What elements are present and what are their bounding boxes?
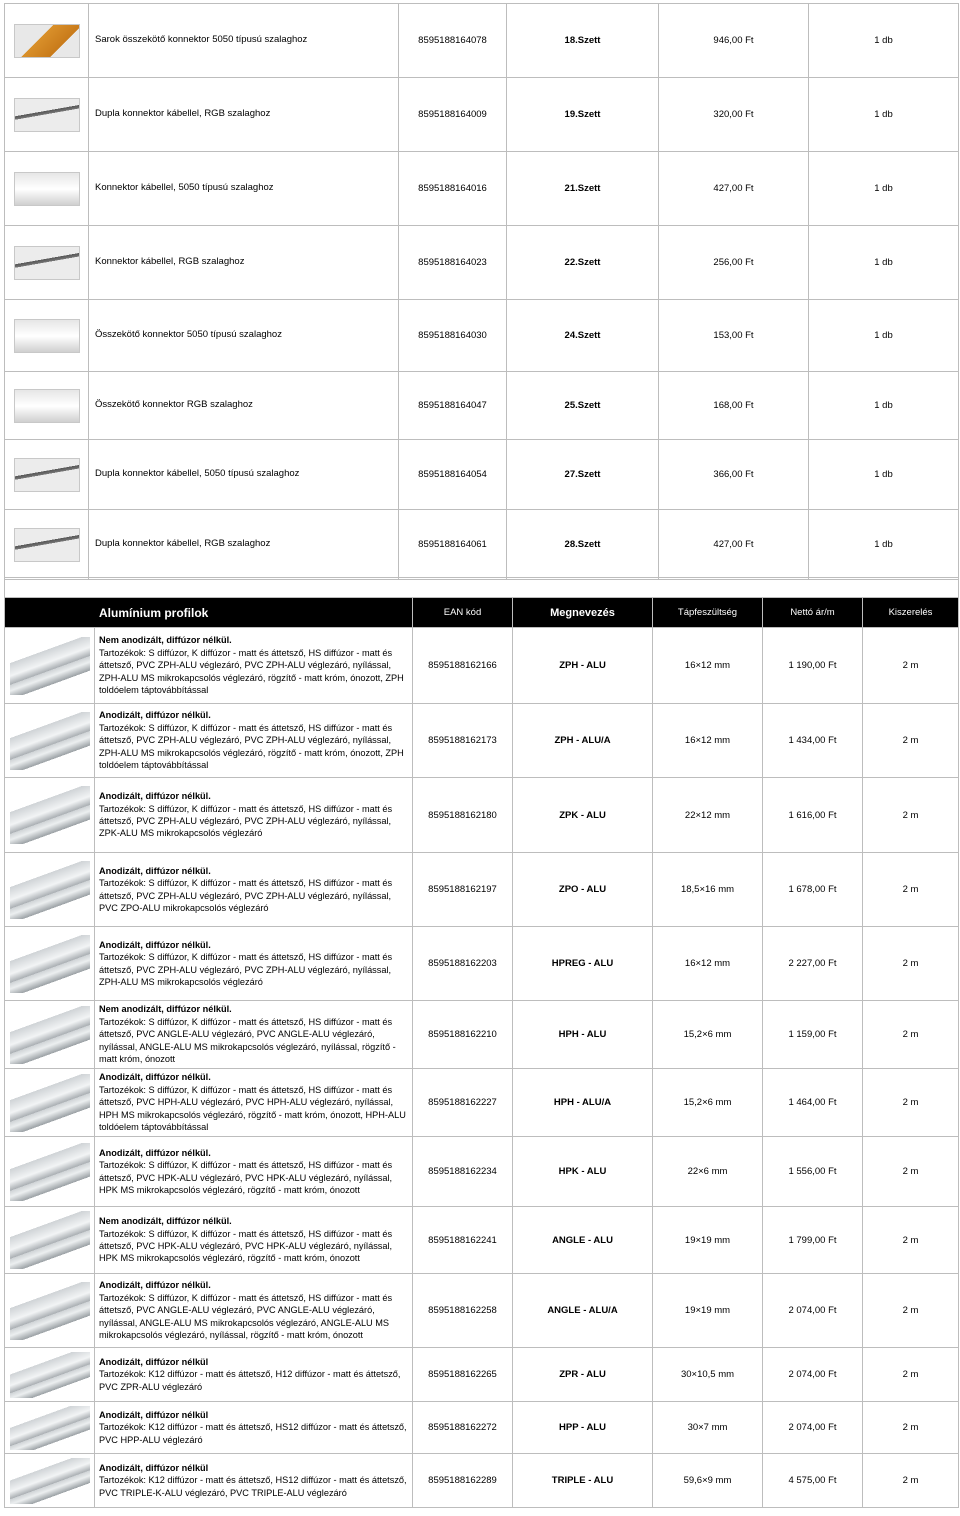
header-unit: Kiszerelés [863, 598, 959, 628]
product-title: Anodizált, diffúzor nélkül [99, 1462, 209, 1473]
price: 2 074,00 Ft [763, 1274, 863, 1348]
unit: 2 m [863, 628, 959, 704]
product-name: Dupla konnektor kábellel, RGB szalaghoz [89, 510, 399, 580]
price: 1 678,00 Ft [763, 853, 863, 927]
product-code: 22.Szett [507, 226, 659, 300]
table-row [5, 1207, 959, 1274]
table-row [5, 78, 959, 152]
product-image [5, 152, 89, 226]
product-title: Anodizált, diffúzor nélkül [99, 1409, 209, 1420]
product-description [95, 778, 413, 853]
product-image [5, 78, 89, 152]
product-description [95, 1348, 413, 1402]
ean-code: 8595188162197 [413, 853, 513, 927]
ean-code: 8595188162241 [413, 1207, 513, 1274]
product-code: HPP - ALU [513, 1402, 653, 1454]
unit: 2 m [863, 1274, 959, 1348]
unit: 2 m [863, 1207, 959, 1274]
product-code: ANGLE - ALU [513, 1207, 653, 1274]
price: 153,00 Ft [659, 300, 809, 372]
product-description [95, 1274, 413, 1348]
ean-code: 8595188162227 [413, 1069, 513, 1137]
dimension: 22×12 mm [653, 778, 763, 853]
unit: 1 db [809, 300, 959, 372]
product-title: Nem anodizált, diffúzor nélkül. [99, 1004, 232, 1015]
unit: 1 db [809, 4, 959, 78]
profile-image [10, 1074, 90, 1132]
product-image [5, 510, 89, 580]
product-name: Dupla konnektor kábellel, RGB szalaghoz [89, 78, 399, 152]
unit: 2 m [863, 927, 959, 1001]
product-code: 21.Szett [507, 152, 659, 226]
profile-image [10, 1458, 90, 1504]
unit: 2 m [863, 778, 959, 853]
table-row [5, 1454, 959, 1508]
table-row [5, 300, 959, 372]
product-code: HPK - ALU [513, 1137, 653, 1207]
unit: 1 db [809, 152, 959, 226]
price: 2 074,00 Ft [763, 1402, 863, 1454]
unit: 2 m [863, 1069, 959, 1137]
product-code: ZPH - ALU [513, 628, 653, 704]
product-code: 25.Szett [507, 372, 659, 440]
product-code: ZPK - ALU [513, 778, 653, 853]
product-name: Összekötő konnektor 5050 típusú szalaghoz [89, 300, 399, 372]
product-image [5, 1001, 95, 1069]
price: 1 464,00 Ft [763, 1069, 863, 1137]
product-accessories: Tartozékok: S diffúzor, K diffúzor - matt és áttetsző, HS diffúzor - matt és áttetsző, PVC ZPH-ALU véglezáró, PVC ZPH-ALU véglezáró, nyílással, ZPH-ALU MS mikrokapcsolós véglezáró, rögzítő - matt króm, ónozott, ZPH toldóelem táptovábbítással [99, 722, 404, 771]
product-code: ZPH - ALU/A [513, 704, 653, 778]
product-name: Konnektor kábellel, 5050 típusú szalaghoz [89, 152, 399, 226]
product-accessories: Tartozékok: S diffúzor, K diffúzor - matt és áttetsző, HS diffúzor - matt és áttetsző, PVC ZPH-ALU véglezáró, PVC ZPH-ALU véglezáró, nyílással, ZPH-ALU MS mikrokapcsolós véglezáró, rögzítő - matt króm, ónozott, ZPH toldóelem táptovábbítással [99, 647, 404, 696]
product-name: Összekötő konnektor RGB szalaghoz [89, 372, 399, 440]
product-title: Anodizált, diffúzor nélkül. [99, 939, 211, 950]
product-image [5, 628, 95, 704]
price: 1 159,00 Ft [763, 1001, 863, 1069]
table-row [5, 628, 959, 704]
table-row [5, 372, 959, 440]
product-image [5, 853, 95, 927]
price: 366,00 Ft [659, 440, 809, 510]
product-image [5, 778, 95, 853]
product-description [95, 704, 413, 778]
price: 2 074,00 Ft [763, 1348, 863, 1402]
product-description [95, 1207, 413, 1274]
unit: 1 db [809, 440, 959, 510]
table-row [5, 1402, 959, 1454]
product-description [95, 1402, 413, 1454]
connector-image [14, 528, 80, 562]
product-description [95, 927, 413, 1001]
product-accessories: Tartozékok: S diffúzor, K diffúzor - matt és áttetsző, HS diffúzor - matt és áttetsző, PVC HPH-ALU véglezáró, PVC HPH-ALU véglezáró, nyílással, HPH MS mikrokapcsolós véglezáró, rögzítő - matt króm, ónozott, HPH-ALU toldóelem táptovábbítással [99, 1084, 406, 1133]
unit: 2 m [863, 704, 959, 778]
price: 1 616,00 Ft [763, 778, 863, 853]
product-name: Dupla konnektor kábellel, 5050 típusú szalaghoz [89, 440, 399, 510]
product-accessories: Tartozékok: K12 diffúzor - matt és áttetsző, H12 diffúzor - matt és áttetsző, PVC ZPR-ALU véglezáró [99, 1369, 401, 1392]
product-accessories: Tartozékok: S diffúzor, K diffúzor - matt és áttetsző, HS diffúzor - matt és áttetsző, PVC ZPH-ALU véglezáró, PVC ZPH-ALU véglezáró, nyílással, ZPH-ALU MS mikrokapcsolós véglezáró [99, 952, 393, 987]
profile-image [10, 1143, 90, 1201]
connector-image [14, 172, 80, 206]
product-code: ZPR - ALU [513, 1348, 653, 1402]
product-description [95, 1137, 413, 1207]
table-row [5, 927, 959, 1001]
table-row [5, 510, 959, 580]
ean-code: 8595188162265 [413, 1348, 513, 1402]
ean-code: 8595188162272 [413, 1402, 513, 1454]
price: 946,00 Ft [659, 4, 809, 78]
product-title: Anodizált, diffúzor nélkül. [99, 1147, 211, 1158]
profile-image [10, 1211, 90, 1269]
unit: 2 m [863, 1001, 959, 1069]
ean-code: 8595188164078 [399, 4, 507, 78]
price: 1 190,00 Ft [763, 628, 863, 704]
price: 427,00 Ft [659, 510, 809, 580]
dimension: 18,5×16 mm [653, 853, 763, 927]
ean-code: 8595188164023 [399, 226, 507, 300]
table-row [5, 152, 959, 226]
ean-code: 8595188164016 [399, 152, 507, 226]
product-image [5, 1402, 95, 1454]
dimension: 30×7 mm [653, 1402, 763, 1454]
table-row [5, 1137, 959, 1207]
ean-code: 8595188162203 [413, 927, 513, 1001]
category-title: Alumínium profilok [5, 598, 413, 628]
product-title: Nem anodizált, diffúzor nélkül. [99, 1216, 232, 1227]
table-row [5, 226, 959, 300]
product-accessories: Tartozékok: S diffúzor, K diffúzor - matt és áttetsző, HS diffúzor - matt és áttetsző, PVC ANGLE-ALU véglezáró, PVC ANGLE-ALU véglezáró, nyílással, ANGLE-ALU MS mikrokapcsolós véglezáró, ANGLE-ALU MS mikrokapcsolós véglezáró, nyílással, rögzítő - matt króm, ónozott [99, 1292, 393, 1341]
table-row [5, 4, 959, 78]
product-code: ZPO - ALU [513, 853, 653, 927]
connector-image [14, 98, 80, 132]
table-row [5, 440, 959, 510]
profile-image [10, 861, 90, 919]
product-image [5, 440, 89, 510]
connector-image [14, 458, 80, 492]
profile-image [10, 712, 90, 770]
profile-image [10, 1406, 90, 1450]
product-image [5, 927, 95, 1001]
dimension: 16×12 mm [653, 927, 763, 1001]
product-code: 24.Szett [507, 300, 659, 372]
unit: 2 m [863, 1454, 959, 1508]
product-image [5, 1348, 95, 1402]
unit: 2 m [863, 1137, 959, 1207]
product-image [5, 1137, 95, 1207]
dimension: 15,2×6 mm [653, 1001, 763, 1069]
product-title: Anodizált, diffúzor nélkül. [99, 1280, 211, 1291]
product-image [5, 1454, 95, 1508]
table-header [5, 598, 959, 628]
unit: 1 db [809, 78, 959, 152]
connector-table [4, 3, 959, 580]
price: 320,00 Ft [659, 78, 809, 152]
product-name: Konnektor kábellel, RGB szalaghoz [89, 226, 399, 300]
profile-image [10, 637, 90, 695]
product-code: 18.Szett [507, 4, 659, 78]
price: 1 799,00 Ft [763, 1207, 863, 1274]
ean-code: 8595188164009 [399, 78, 507, 152]
product-title: Anodizált, diffúzor nélkül. [99, 865, 211, 876]
product-image [5, 372, 89, 440]
product-accessories: Tartozékok: S diffúzor, K diffúzor - matt és áttetsző, HS diffúzor - matt és áttetsző, PVC ZPH-ALU véglezáró, PVC ZPH-ALU véglezáró, nyílással, PVC ZPO-ALU mikrokapcsolós véglezáró [99, 878, 393, 913]
product-accessories: Tartozékok: S diffúzor, K diffúzor - matt és áttetsző, HS diffúzor - matt és áttetsző, PVC HPK-ALU véglezáró, PVC HPK-ALU véglezáró, nyílással, HPK MS mikrokapcsolós véglezáró, rögzítő - matt króm, ónozott [99, 1160, 393, 1195]
connector-image [14, 389, 80, 423]
product-accessories: Tartozékok: K12 diffúzor - matt és áttetsző, HS12 diffúzor - matt és áttetsző, PVC TRIPLE-K-ALU véglezáró, PVC TRIPLE-ALU véglezáró [99, 1475, 407, 1498]
ean-code: 8595188162289 [413, 1454, 513, 1508]
connector-image [14, 319, 80, 353]
product-description [95, 628, 413, 704]
product-description [95, 1454, 413, 1508]
product-title: Anodizált, diffúzor nélkül [99, 1356, 209, 1367]
ean-code: 8595188162234 [413, 1137, 513, 1207]
product-accessories: Tartozékok: S diffúzor, K diffúzor - matt és áttetsző, HS diffúzor - matt és áttetsző, PVC ANGLE-ALU véglezáró, PVC ANGLE-ALU véglezáró, nyílással, ANGLE-ALU MS mikrokapcsolós véglezáró, nyílással, rögzítő - matt króm, ónozott [99, 1016, 396, 1065]
product-image [5, 4, 89, 78]
profile-image [10, 786, 90, 844]
ean-code: 8595188164047 [399, 372, 507, 440]
price: 1 434,00 Ft [763, 704, 863, 778]
product-code: 27.Szett [507, 440, 659, 510]
unit: 1 db [809, 510, 959, 580]
profile-image [10, 1006, 90, 1064]
product-description [95, 1069, 413, 1137]
product-image [5, 226, 89, 300]
price: 1 556,00 Ft [763, 1137, 863, 1207]
product-accessories: Tartozékok: S diffúzor, K diffúzor - matt és áttetsző, HS diffúzor - matt és áttetsző, PVC HPK-ALU véglezáró, PVC HPK-ALU véglezáró, nyílással, HPK MS mikrokapcsolós véglezáró, rögzítő - matt króm, ónozott [99, 1228, 393, 1264]
dimension: 19×19 mm [653, 1207, 763, 1274]
table-row [5, 704, 959, 778]
product-image [5, 1207, 95, 1274]
profile-image [10, 1282, 90, 1340]
dimension: 22×6 mm [653, 1137, 763, 1207]
table-row [5, 1274, 959, 1348]
ean-code: 8595188162258 [413, 1274, 513, 1348]
product-code: 28.Szett [507, 510, 659, 580]
product-description [95, 853, 413, 927]
product-code: ANGLE - ALU/A [513, 1274, 653, 1348]
header-name: Megnevezés [513, 598, 653, 628]
price: 4 575,00 Ft [763, 1454, 863, 1508]
product-title: Anodizált, diffúzor nélkül. [99, 710, 211, 721]
product-image [5, 704, 95, 778]
product-name: Sarok összekötő konnektor 5050 típusú szalaghoz [89, 4, 399, 78]
header-ean: EAN kód [413, 598, 513, 628]
connector-image [14, 246, 80, 280]
table-row [5, 1001, 959, 1069]
ean-code: 8595188164061 [399, 510, 507, 580]
ean-code: 8595188164030 [399, 300, 507, 372]
unit: 2 m [863, 1348, 959, 1402]
product-code: 19.Szett [507, 78, 659, 152]
header-price: Nettó ár/m [763, 598, 863, 628]
dimension: 30×10,5 mm [653, 1348, 763, 1402]
product-code: TRIPLE - ALU [513, 1454, 653, 1508]
price: 427,00 Ft [659, 152, 809, 226]
profile-image [10, 1352, 90, 1398]
dimension: 15,2×6 mm [653, 1069, 763, 1137]
product-title: Anodizált, diffúzor nélkül. [99, 1072, 211, 1083]
unit: 2 m [863, 1402, 959, 1454]
product-image [5, 300, 89, 372]
ean-code: 8595188164054 [399, 440, 507, 510]
product-title: Anodizált, diffúzor nélkül. [99, 791, 211, 802]
product-image [5, 1069, 95, 1137]
unit: 1 db [809, 372, 959, 440]
product-description [95, 1001, 413, 1069]
header-voltage: Tápfeszültség [653, 598, 763, 628]
product-code: HPREG - ALU [513, 927, 653, 1001]
product-image [5, 1274, 95, 1348]
connector-image [14, 24, 80, 58]
table-row [5, 1069, 959, 1137]
product-accessories: Tartozékok: K12 diffúzor - matt és áttetsző, HS12 diffúzor - matt és áttetsző, PVC HPP-ALU véglezáró [99, 1422, 407, 1445]
price: 256,00 Ft [659, 226, 809, 300]
dimension: 16×12 mm [653, 628, 763, 704]
price: 2 227,00 Ft [763, 927, 863, 1001]
spacer-row [5, 578, 959, 598]
table-row [5, 853, 959, 927]
table-row [5, 1348, 959, 1402]
dimension: 16×12 mm [653, 704, 763, 778]
product-accessories: Tartozékok: S diffúzor, K diffúzor - matt és áttetsző, HS diffúzor - matt és áttetsző, PVC ZPH-ALU véglezáró, PVC ZPH-ALU véglezáró, nyílással, ZPK-ALU MS mikrokapcsolós véglezáró [99, 803, 393, 839]
dimension: 59,6×9 mm [653, 1454, 763, 1508]
dimension: 19×19 mm [653, 1274, 763, 1348]
table-row [5, 778, 959, 853]
ean-code: 8595188162210 [413, 1001, 513, 1069]
price: 168,00 Ft [659, 372, 809, 440]
product-title: Nem anodizált, diffúzor nélkül. [99, 635, 232, 646]
ean-code: 8595188162180 [413, 778, 513, 853]
unit: 2 m [863, 853, 959, 927]
ean-code: 8595188162166 [413, 628, 513, 704]
profile-table [4, 577, 959, 1508]
product-code: HPH - ALU/A [513, 1069, 653, 1137]
ean-code: 8595188162173 [413, 704, 513, 778]
product-code: HPH - ALU [513, 1001, 653, 1069]
unit: 1 db [809, 226, 959, 300]
profile-image [10, 935, 90, 993]
